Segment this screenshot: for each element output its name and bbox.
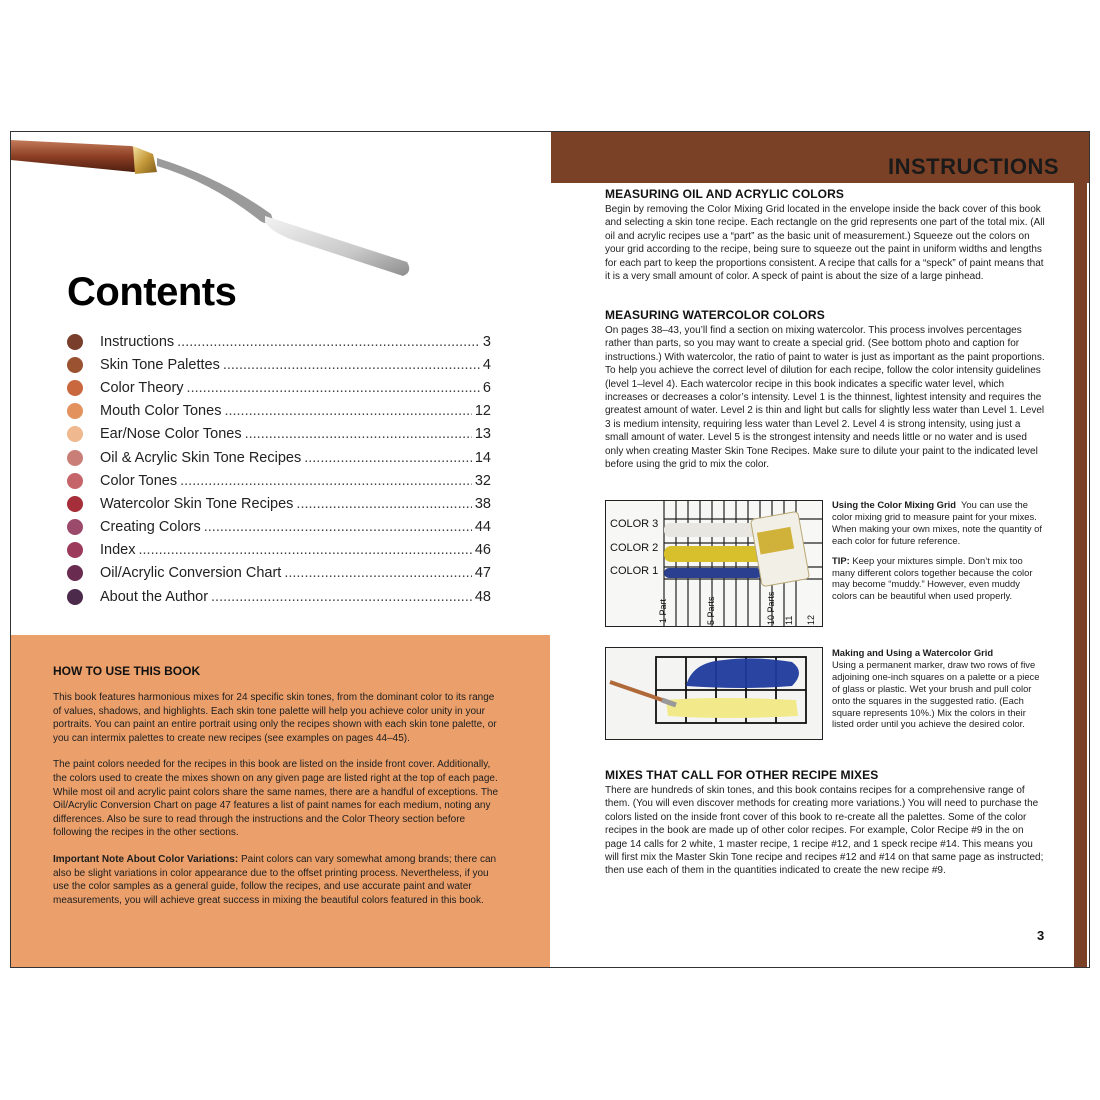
watercolor-grid-photo	[605, 647, 823, 740]
color-swatch-dot	[67, 403, 83, 419]
how-to-title: HOW TO USE THIS BOOK	[53, 664, 201, 678]
watercolor-photo-drawing	[606, 648, 823, 740]
how-to-paragraph: The paint colors needed for the recipes in this book are listed on the inside front cover. Additionally, the colors used to create the mixes shown on any given page are listed right at the top of each page. While most oil and acrylic paint colors share the same names, there are a handful of exceptions. The Oil/Acrylic Conversion Chart on page 47 features a list of paint names for each medium, noting any differences. Also be sure to read through the instructions and the Color Theory section before following the recipes in the other sections.	[53, 759, 499, 839]
toc-leader-dots	[180, 473, 472, 489]
instructions-title: INSTRUCTIONS	[888, 154, 1059, 179]
grid-col-label: 10 Parts	[766, 591, 776, 625]
toc-label: Oil & Acrylic Skin Tone Recipes	[100, 449, 302, 466]
contents-title: Contents	[67, 270, 237, 314]
toc-leader-dots	[211, 589, 472, 605]
toc-page-number: 4	[482, 356, 491, 373]
section-title-recipe-mixes: MIXES THAT CALL FOR OTHER RECIPE MIXES	[605, 768, 879, 782]
toc-item[interactable]	[67, 539, 491, 562]
color-swatch-dot	[67, 496, 83, 512]
toc-leader-dots	[304, 450, 472, 466]
toc-page-number: 14	[474, 449, 491, 466]
toc-label: Skin Tone Palettes	[100, 356, 220, 373]
toc-leader-dots	[223, 357, 480, 373]
color-swatch-dot	[67, 380, 83, 396]
tip-heading: TIP:	[832, 554, 850, 566]
color-variation-text: Paint colors can vary somewhat among brands; there can also be slight variations in color appearance due to the offset printing process. Nevertheless, if you use the color samples as a general guide, follow the recipes, and use accurate paint and water measurements, you will achieve great success in mixing the beautiful colors featured in this book.	[53, 853, 497, 906]
grid-row-label: COLOR 2	[610, 542, 659, 554]
section-title-oil-acrylic: MEASURING OIL AND ACRYLIC COLORS	[605, 187, 844, 201]
section-title-watercolor: MEASURING WATERCOLOR COLORS	[605, 308, 825, 322]
grid-row-label: COLOR 1	[610, 565, 659, 577]
grid-col-label: 11	[784, 615, 794, 625]
color-swatch-dot	[67, 473, 83, 489]
toc-page-number: 6	[482, 379, 491, 396]
how-to-body	[53, 691, 505, 920]
toc-label: Watercolor Skin Tone Recipes	[100, 495, 294, 512]
grid-row-label: COLOR 3	[610, 518, 659, 530]
section-body-recipe-mixes: There are hundreds of skin tones, and this book contains recipes for a comprehensive range of them. (You will even discover methods for creating more variations.) You will need to purchase the colors listed on the inside front cover of this book to re-create all the palettes. Some of the color recipes in the book are made up of other color recipes. For example, Color Recipe #9 in the on page 14 calls for 2 white, 1 master recipe, 1 recipe #12, and 1 speck recipe #14. This means you will first mix the Master Skin Tone recipe and recipes #12 and #14 on that same page as instructed; then use each of them in the quantities indicated to create the new recipe #9.	[605, 785, 1044, 877]
toc-label: Oil/Acrylic Conversion Chart	[100, 565, 282, 582]
toc-leader-dots	[138, 542, 471, 558]
caption-heading: Making and Using a Watercolor Grid	[832, 647, 994, 658]
caption-text: You can use the color mixing grid to measure paint for your mixes. When making your own mixes, note the quantity of each color for future reference.	[832, 499, 1043, 546]
toc-label: Mouth Color Tones	[100, 403, 222, 420]
how-to-use-panel	[11, 635, 550, 967]
toc-label: About the Author	[100, 588, 209, 605]
color-swatch-dot	[67, 450, 83, 466]
toc-label: Ear/Nose Color Tones	[100, 426, 242, 443]
section-body-watercolor: On pages 38–43, you’ll find a section on mixing watercolor. This process involves percentages rather than parts, so you may want to create a special grid. (See bottom photo and caption for instructions.) With watercolor, the ratio of paint to water is just as important as the paint proportions. To help you achieve the correct level of dilution for each recipe, follow the color intensity guidelines (level 1–level 4). Each watercolor recipe in this book indicates a specific water level, which increases or decreases a color’s intensity. Level 1 is the thinnest, lightest intensity and requires the greatest amount of water. Level 2 is thin and light but calls for slightly less water than Level 1. Level 3 is medium intensity, requiring less water than Level 2. Level 4 is strong intensity, using just a small amount of water. Level 5 is the strongest intensity and needs little or no water and is used only when creating Master Skin Tone Recipes. Make sure to dilute your paint to the indicated level before using the grid to mix the color.	[605, 325, 1045, 471]
caption-paragraph	[832, 499, 1046, 547]
color-variation-heading: Important Note About Color Variations:	[53, 853, 239, 865]
how-to-paragraph: This book features harmonious mixes for 24 specific skin tones, from the dominant color to its range of values, shadows, and highlights. Each skin tone palette will help you achieve color unity in your portraits. You can paint an entire portrait using only the recipes shown with each skin tone palette, or you can intermix palettes to create new recipes (see examples on pages 44–45).	[53, 692, 497, 744]
palette-knife-image	[11, 132, 431, 292]
grid-col-label: 12	[806, 614, 816, 625]
caption-paragraph	[832, 647, 1046, 730]
caption-mixing-grid	[832, 499, 1046, 610]
toc-item[interactable]	[67, 353, 491, 376]
toc-label: Instructions	[100, 333, 175, 350]
left-page	[11, 132, 551, 967]
instructions-banner	[551, 132, 1089, 183]
toc-page-number: 32	[474, 472, 491, 489]
toc-leader-dots	[224, 403, 471, 419]
toc-item[interactable]	[67, 585, 491, 608]
color-mixing-grid-photo	[605, 500, 823, 627]
toc-item[interactable]	[67, 330, 491, 353]
caption-watercolor-grid	[832, 647, 1046, 738]
color-swatch-dot	[67, 589, 83, 605]
toc-leader-dots	[245, 426, 472, 442]
toc-page-number: 3	[482, 333, 491, 350]
page-number: 3	[1037, 928, 1045, 943]
toc-page-number: 46	[474, 542, 491, 559]
toc-page-number: 44	[474, 519, 491, 536]
tip-text: Keep your mixtures simple. Don’t mix too many different colors together because the color may become “muddy.” However, even muddy colors can be beautiful when used properly.	[832, 554, 1033, 602]
toc-leader-dots	[204, 519, 472, 535]
toc-item[interactable]	[67, 562, 491, 585]
toc-page-number: 38	[474, 495, 491, 512]
toc-leader-dots	[177, 334, 480, 350]
toc-page-number: 48	[474, 588, 491, 605]
grid-col-label: 5 Parts	[706, 596, 716, 625]
grid-col-label: 1 Part	[658, 598, 668, 623]
caption-paragraph	[832, 555, 1046, 603]
how-to-paragraph	[53, 853, 505, 907]
color-swatch-dot	[67, 334, 83, 350]
toc-label: Color Tones	[100, 472, 178, 489]
toc-label: Color Theory	[100, 379, 184, 396]
toc-item[interactable]	[67, 423, 491, 446]
color-swatch-dot	[67, 519, 83, 535]
book-spread	[10, 131, 1090, 968]
toc-page-number: 47	[474, 565, 491, 582]
table-of-contents	[67, 330, 491, 608]
color-swatch-dot	[67, 542, 83, 558]
caption-text: Using a permanent marker, draw two rows of five adjoining one-inch squares on a palette or a piece of glass or plastic. Wet your brush and pull color onto the squares in the suggested ratio. (Each square represents 10%.) Mix the colors in their listed order until you achieve the desired color.	[832, 658, 1040, 730]
section-body-oil-acrylic: Begin by removing the Color Mixing Grid located in the envelope inside the back cover of this book and selecting a skin tone recipe. Each rectangle on the grid represents one part of the total mix. (All oil and acrylic recipes use a “part” as the basic unit of measurement.) Squeeze out the colors on your grid according to the recipe, being sure to squeeze out the paint in uniform widths and lengths for each part to keep the proportions consistent. A recipe that calls for a “speck” of paint means that it is a very small amount of color. A speck of paint is about the size of a large pinhead.	[605, 204, 1045, 283]
toc-leader-dots	[284, 565, 472, 581]
right-edge-stripe	[1074, 176, 1087, 967]
right-page	[551, 132, 1089, 967]
toc-item[interactable]	[67, 492, 491, 515]
color-swatch-dot	[67, 426, 83, 442]
toc-page-number: 12	[474, 403, 491, 420]
toc-page-number: 13	[474, 426, 491, 443]
color-swatch-dot	[67, 357, 83, 373]
toc-label: Index	[100, 542, 136, 559]
toc-leader-dots	[187, 380, 480, 396]
toc-label: Creating Colors	[100, 519, 201, 536]
color-swatch-dot	[67, 565, 83, 581]
toc-item[interactable]	[67, 516, 491, 539]
toc-item[interactable]	[67, 400, 491, 423]
toc-item[interactable]	[67, 376, 491, 399]
toc-item[interactable]	[67, 446, 491, 469]
toc-item[interactable]	[67, 469, 491, 492]
caption-heading: Using the Color Mixing Grid	[832, 499, 956, 510]
toc-leader-dots	[296, 496, 471, 512]
